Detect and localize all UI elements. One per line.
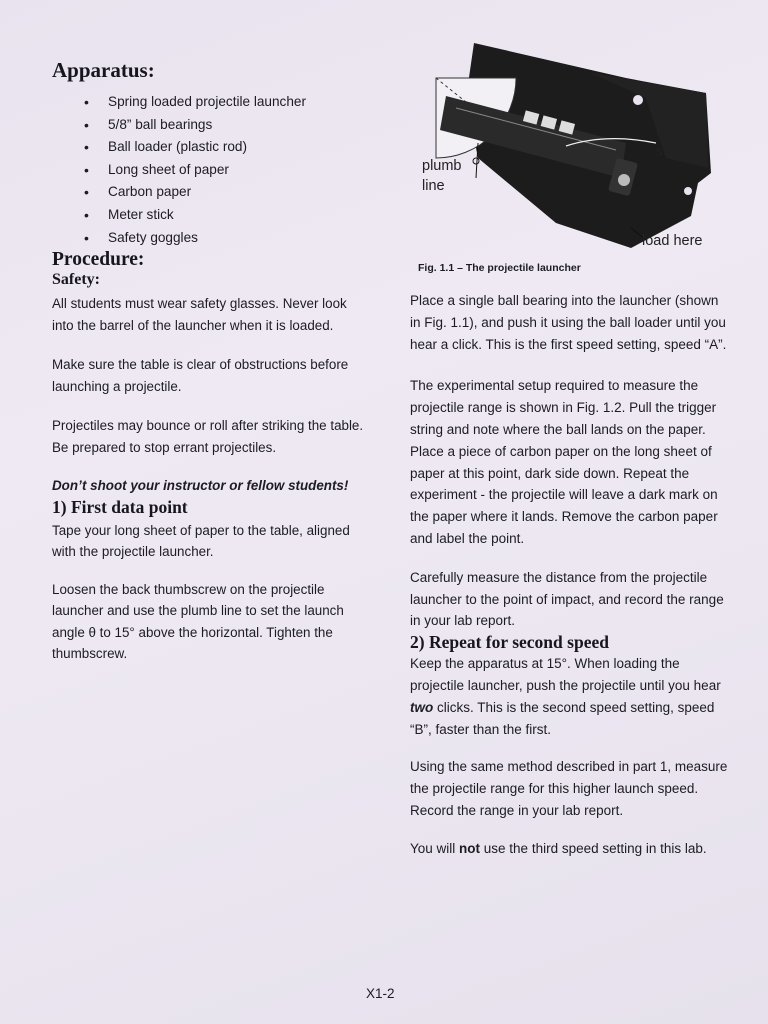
section-1-paragraph: Loosen the back thumbscrew on the projectile launcher and use the plumb line to set the launch angle θ to 15° above the horizontal. Tighten the thumbscrew. [52, 581, 344, 662]
section-2-paragraph [410, 838, 730, 860]
list-item: • Ball loader (plastic rod) [52, 136, 372, 159]
instruction-paragraph: The experimental setup required to measure the projectile range is shown in Fig. 1.2. Pull the trigger string and note where the ball lands on the paper. Place a piece of carbon paper on the long sheet of paper at this point, dark side down. Repeat the experiment - the projectile will leave a dark mark on the paper where it lands. Remove the carbon paper and label the point. [410, 378, 718, 546]
plumb-line-label: plumb line [422, 158, 462, 194]
section-2-text: You will [410, 840, 460, 856]
section-2-paragraph [410, 653, 730, 740]
section-1-paragraph: Tape your long sheet of paper to the table, aligned with the projectile launcher. [52, 522, 350, 560]
list-item: • Long sheet of paper [52, 159, 372, 182]
emphasis-not: not [459, 840, 481, 856]
apparatus-list [52, 91, 372, 249]
safety-warning: Don’t shoot your instructor or fellow students! [52, 478, 349, 494]
load-here-label: load here [642, 233, 703, 249]
list-item: • Safety goggles [52, 227, 372, 250]
figure-caption: Fig. 1.1 – The projectile launcher [418, 262, 581, 274]
section-2-text: use the third speed setting in this lab. [480, 840, 707, 856]
section-2-text: Keep the apparatus at 15°. When loading the projectile launcher, push the projectile until you hear [410, 656, 721, 693]
apparatus-heading: Apparatus: [52, 58, 155, 82]
list-item: • Carbon paper [52, 181, 372, 204]
safety-paragraph: All students must wear safety glasses. Never look into the barrel of the launcher when it is loaded. [52, 296, 347, 333]
safety-paragraph: Make sure the table is clear of obstructions before launching a projectile. [52, 357, 349, 394]
projectile-launcher-figure [416, 38, 736, 263]
section-2-paragraph: Using the same method described in part 1, measure the projectile range for this higher launch speed. Record the range in your lab report. [410, 759, 728, 818]
safety-paragraph: Projectiles may bounce or roll after striking the table. Be prepared to stop errant projectiles. [52, 418, 364, 455]
section-2-heading: 2) Repeat for second speed [410, 632, 609, 653]
procedure-heading: Procedure: [52, 249, 145, 271]
instruction-paragraph: Carefully measure the distance from the projectile launcher to the point of impact, and record the range in your lab report. [410, 569, 724, 629]
section-2-text: clicks. This is the second speed setting, speed “B”, faster than the first. [410, 699, 715, 737]
trigger-string-label: trigger string [656, 124, 698, 160]
section-1-heading: 1) First data point [52, 496, 188, 517]
page-number: X1-2 [366, 986, 395, 1001]
safety-heading: Safety: [52, 271, 100, 289]
instruction-paragraph: Place a single ball bearing into the launcher (shown in Fig. 1.1), and push it using the ball loader until you hear a click. This is the first speed setting, speed “A”. [410, 293, 727, 352]
right-column [410, 290, 730, 860]
list-item: • 5/8” ball bearings [52, 114, 372, 137]
list-item: • Meter stick [52, 204, 372, 227]
left-column [52, 58, 372, 665]
list-item: • Spring loaded projectile launcher [52, 91, 372, 114]
emphasis-two: two [410, 699, 434, 715]
